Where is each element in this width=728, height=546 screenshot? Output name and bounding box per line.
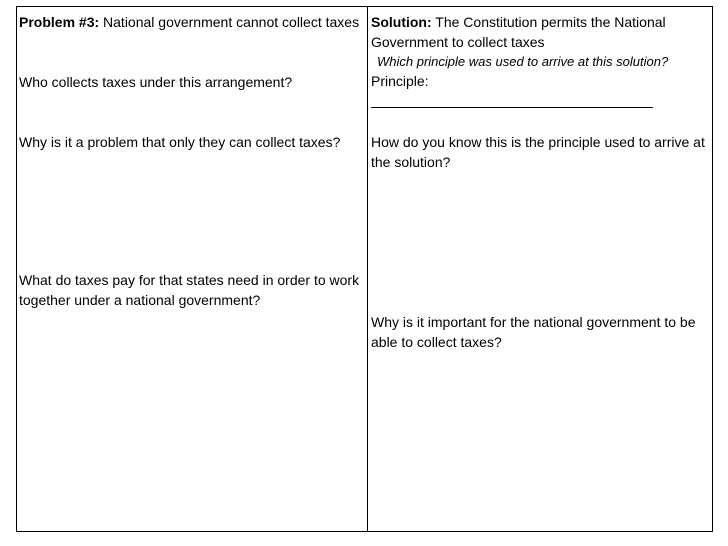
worksheet-table <box>16 6 713 532</box>
solution-text: The Constitution permits the National Government to collect taxes <box>371 14 666 50</box>
principle-answer-line[interactable] <box>371 97 653 108</box>
problem-label: Problem #3: <box>19 14 100 30</box>
solution-statement <box>371 12 708 52</box>
problem-column <box>17 7 368 531</box>
problem-question-why-problem: Why is it a problem that only they can collect taxes? <box>19 134 341 150</box>
problem-statement <box>19 12 363 32</box>
solution-question-how-know: How do you know this is the principle used to arrive at the solution? <box>371 134 705 170</box>
principle-label: Principle: <box>371 73 429 89</box>
solution-label: Solution: <box>371 14 432 30</box>
solution-question-why-important: Why is it important for the national government to be able to collect taxes? <box>371 314 696 350</box>
solution-column <box>368 7 712 531</box>
principle-prompt-note: Which principle was used to arrive at this solution? <box>377 54 669 69</box>
problem-question-who-collects: Who collects taxes under this arrangement? <box>19 74 293 90</box>
problem-question-what-taxes-pay: What do taxes pay for that states need in order to work together under a national government? <box>19 272 360 308</box>
problem-text: National government cannot collect taxes <box>99 14 360 30</box>
